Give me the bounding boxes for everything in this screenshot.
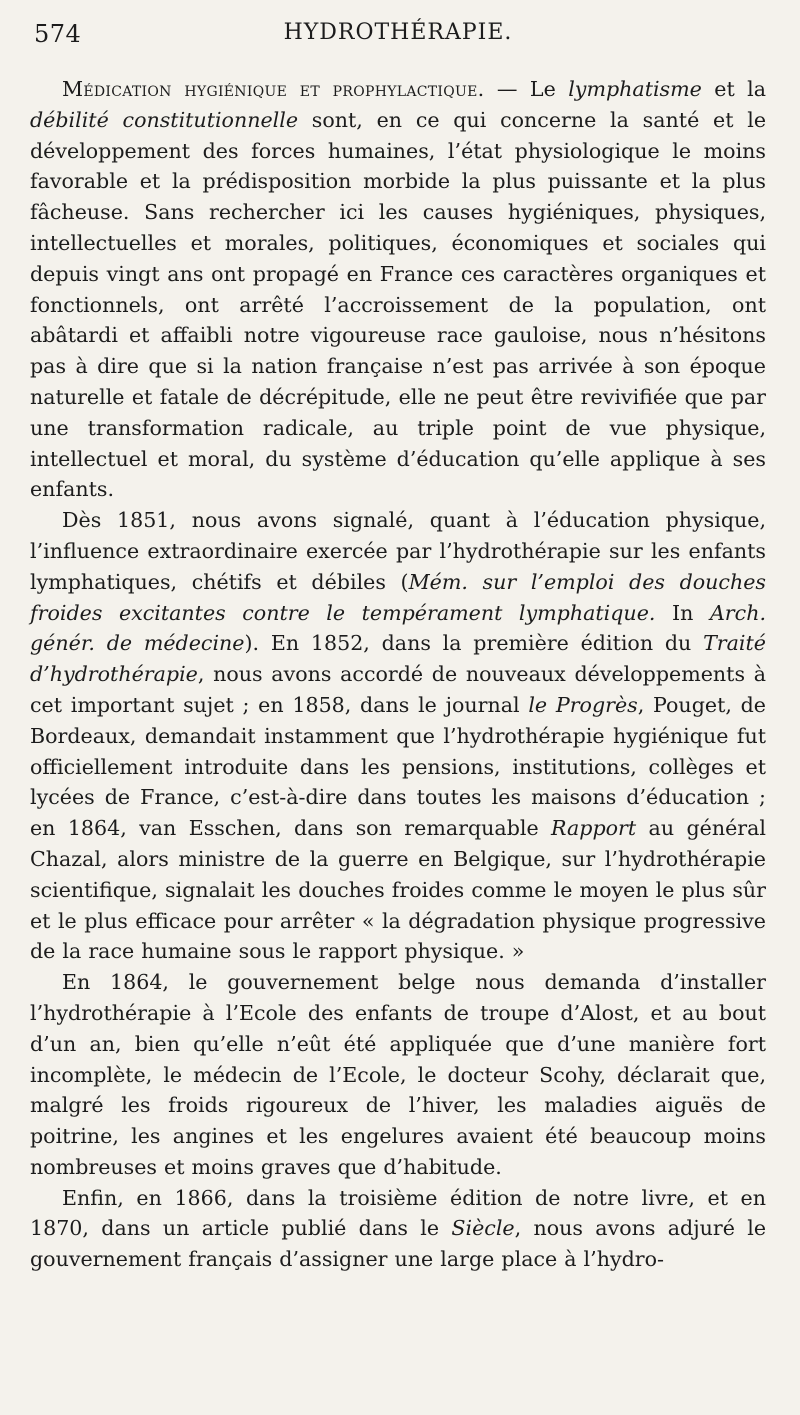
text-run: En 1864, le gouvernement belge nous demanda d’installer l’hydrothérapie à l’Ecole des enfants de troupe d’Alost, et au bout d’un an, bien qu’elle n’eût été appliquée que d’une manière fort incomplète, le médecin de l’Ecole, le docteur Scohy, déclarait que, malgré les froids rigoureux de l’hiver, les maladies aiguës de poitrine, les angines et les engelures avaient été beaucoup moins nombreuses et moins graves que d’habitude.	[30, 970, 766, 1179]
text-run: au général Chazal, alors ministre de la guerre en Belgique, sur l’hydrothérapie scientifique, signalait les douches froides comme le moyen le plus sûr et le plus efficace pour arrêter « la dégradation physique progressive de la race humaine sous le rapport physique. »	[30, 816, 766, 964]
italic-text: le Progrès	[528, 692, 638, 717]
page-number: 574	[34, 20, 82, 48]
text-run: , Pouget, de Bordeaux, demandait instamment que l’hydrothérapie hygiénique fut officiellement introduite dans les pensions, institutions, collèges et lycées de France, c’est-à-dire dans toutes les maisons d’éducation ; en 1864, van Esschen, dans son remarquable	[30, 692, 766, 841]
paragraph	[30, 1183, 766, 1275]
italic-text: débilité constitutionnelle	[30, 107, 299, 132]
paragraph	[30, 74, 766, 505]
page-title: HYDROTHÉRAPIE.	[283, 20, 513, 45]
paragraph	[30, 505, 766, 967]
text-run: , nous avons adjuré le gouvernement français d’assigner une large place à l’hydro-	[30, 1216, 767, 1272]
running-head	[30, 12, 766, 52]
text-run: Dès 1851, nous avons signalé, quant à l’éducation physique, l’influence extraordinaire exercée par l’hydrothérapie sur les enfants lymphatiques, chétifs et débiles (	[30, 508, 766, 594]
body-text	[30, 74, 766, 1275]
paragraph	[30, 967, 766, 1183]
text-run: et la	[701, 77, 766, 101]
italic-text: Mém. sur l’emploi des douches froides excitantes contre le tempérament lymphatique.	[30, 569, 766, 625]
text-run: , nous avons accordé de nouveaux développements à cet important sujet ; en 1858, dans le journal	[30, 662, 766, 717]
text-run: sont, en ce qui concerne la santé et le développement des forces humaines, l’état physiologique le moins favorable et la prédisposition morbide la plus puissante et la plus fâcheuse. Sans rechercher ici les causes hygiéniques, physiques, intellectuelles et morales, politiques, économiques et sociales qui depuis vingt ans ont propagé en France ces caractères organiques et fonctionnels, ont arrêté l’accroissement de la population, ont abâtardi et affaibli notre vigoureuse race gauloise, nous n’hésitons pas à dire que si la nation française n’est pas arrivée à son époque naturelle et fatale de décrépitude, elle ne peut être revivifiée que par une transformation radicale, au triple point de vue physique, intellectuel et moral, du système d’éducation qu’elle applique à ses enfants.	[30, 107, 767, 502]
text-run: In	[655, 600, 710, 625]
text-run: Enfin, en 1866, dans la troisième édition de notre livre, et en 1870, dans un article publié dans le	[30, 1185, 766, 1241]
text-run: ). En 1852, dans la première édition du	[244, 631, 704, 656]
italic-text: Arch. génér. de médecine	[30, 600, 766, 656]
italic-text: Traité d’hydrothérapie	[30, 631, 766, 687]
italic-text: lymphatisme	[568, 77, 702, 101]
italic-text: Siècle	[451, 1216, 515, 1241]
section-heading: Médication hygiénique et prophylactique.	[62, 77, 485, 101]
italic-text: Rapport	[551, 816, 637, 841]
text-run: — Le	[484, 77, 569, 101]
